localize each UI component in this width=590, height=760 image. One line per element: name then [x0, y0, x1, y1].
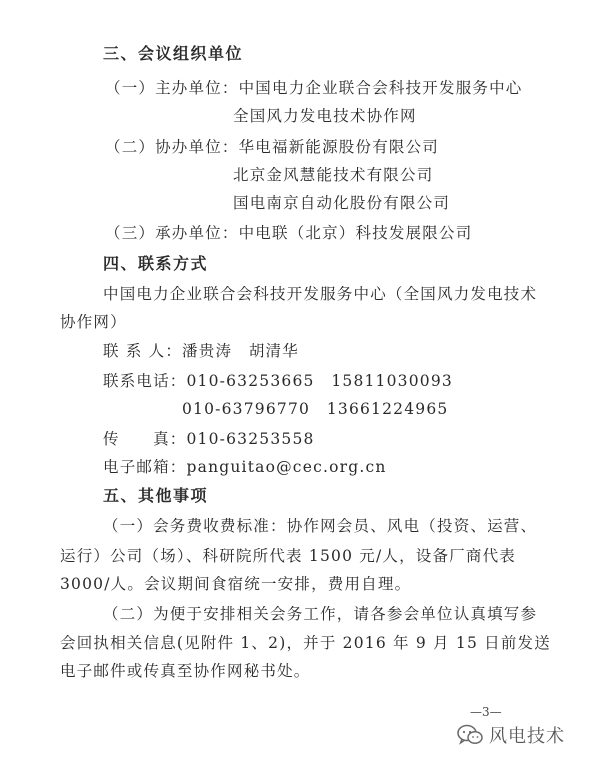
reg-line3: 电子邮件或传真至协作网秘书处。	[60, 662, 311, 680]
co-unit-line2: 北京金风慧能技术有限公司	[233, 166, 434, 184]
heading-contact: 四、联系方式	[103, 254, 209, 273]
undertake-unit: （三）承办单位：中电联（北京）科技发展限公司	[105, 224, 473, 242]
wechat-icon	[457, 724, 483, 746]
contact-org-line1: 中国电力企业联合会科技开发服务中心（全国风力发电技术	[103, 285, 538, 303]
host-unit-line2: 全国风力发电技术协作网	[233, 107, 417, 125]
watermark-text: 风电技术	[489, 726, 565, 747]
reg-line2: 会回执相关信息(见附件 1、2)，并于 2016 年 9 月 15 日前发送	[60, 634, 551, 652]
co-unit-line1: （二）协办单位：华电福新能源股份有限公司	[105, 138, 440, 156]
fee-line3: 3000/人。会议期间食宿统一安排，费用自理。	[60, 575, 412, 593]
contact-org-line2: 协作网）	[60, 313, 127, 331]
contact-phone1: 联系电话：010-63253665 15811030093	[103, 372, 453, 390]
page-number: —3—	[470, 705, 502, 719]
contact-fax: 传 真：010-63253558	[103, 430, 315, 448]
reg-line1: （二）为便于安排相关会务工作，请各参会单位认真填写参	[103, 605, 538, 623]
contact-person: 联 系 人：潘贵涛 胡清华	[103, 342, 299, 360]
heading-organizers: 三、会议组织单位	[103, 44, 244, 63]
co-unit-line3: 国电南京自动化股份有限公司	[233, 194, 451, 212]
watermark	[457, 722, 565, 748]
host-unit-line1: （一）主办单位：中国电力企业联合会科技开发服务中心	[105, 79, 523, 97]
contact-email: 电子邮箱：panguitao@cec.org.cn	[103, 458, 387, 476]
contact-phone2: 010-63796770 13661224965	[182, 400, 449, 418]
fee-line2: 运行）公司（场）、科研院所代表 1500 元/人，设备厂商代表	[60, 547, 516, 565]
heading-other: 五、其他事项	[103, 486, 209, 505]
fee-line1: （一）会务费收费标准：协作网会员、风电（投资、运营、	[103, 517, 538, 535]
